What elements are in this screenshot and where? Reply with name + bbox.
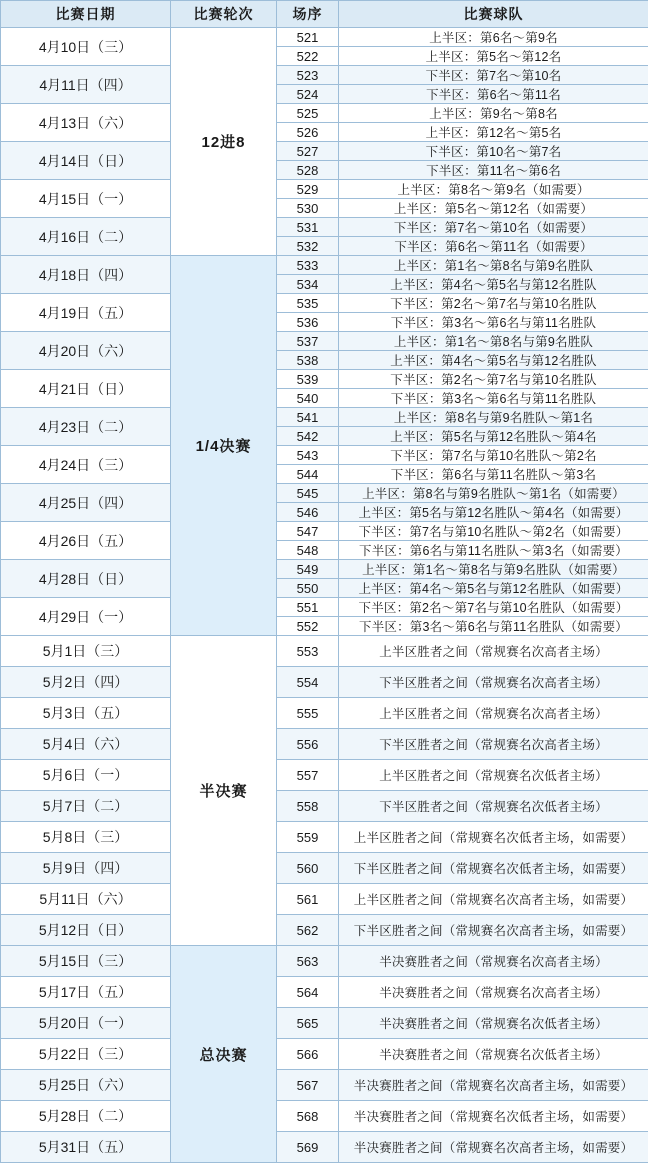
game-number: 565 [277, 1008, 339, 1039]
round-label: 总决赛 [171, 946, 277, 1163]
game-number: 546 [277, 503, 339, 522]
game-number: 525 [277, 104, 339, 123]
table-row [1, 28, 648, 47]
game-number: 559 [277, 822, 339, 853]
match-date: 4月16日（二） [1, 218, 171, 256]
table-row [1, 370, 648, 389]
game-number: 529 [277, 180, 339, 199]
game-number: 521 [277, 28, 339, 47]
game-number: 530 [277, 199, 339, 218]
game-number: 537 [277, 332, 339, 351]
table-row [1, 484, 648, 503]
matchup-description: 下半区：第2名～第7名与第10名胜队 [339, 294, 648, 313]
matchup-description: 上半区：第5名与第12名胜队～第4名（如需要） [339, 503, 648, 522]
game-number: 543 [277, 446, 339, 465]
game-number: 555 [277, 698, 339, 729]
matchup-description: 下半区：第6名与第11名胜队～第3名 [339, 465, 648, 484]
game-number: 560 [277, 853, 339, 884]
matchup-description: 上半区：第6名～第9名 [339, 28, 648, 47]
matchup-description: 下半区胜者之间（常规赛名次高者主场） [339, 667, 648, 698]
match-date: 5月17日（五） [1, 977, 171, 1008]
matchup-description: 下半区：第7名～第10名 [339, 66, 648, 85]
table-row [1, 698, 648, 729]
matchup-description: 上半区胜者之间（常规赛名次高者主场） [339, 698, 648, 729]
matchup-description: 下半区：第2名～第7名与第10名胜队（如需要） [339, 598, 648, 617]
game-number: 551 [277, 598, 339, 617]
matchup-description: 上半区：第1名～第8名与第9名胜队（如需要） [339, 560, 648, 579]
matchup-description: 上半区：第8名与第9名胜队～第1名（如需要） [339, 484, 648, 503]
match-date: 4月28日（日） [1, 560, 171, 598]
match-date: 4月14日（日） [1, 142, 171, 180]
matchup-description: 下半区胜者之间（常规赛名次低者主场，如需要） [339, 853, 648, 884]
match-date: 5月1日（三） [1, 636, 171, 667]
table-row [1, 822, 648, 853]
table-row [1, 66, 648, 85]
table-row [1, 729, 648, 760]
match-date: 5月11日（六） [1, 884, 171, 915]
game-number: 552 [277, 617, 339, 636]
match-date: 5月3日（五） [1, 698, 171, 729]
game-number: 544 [277, 465, 339, 484]
table-row [1, 218, 648, 237]
matchup-description: 上半区：第8名～第9名（如需要） [339, 180, 648, 199]
table-row [1, 977, 648, 1008]
table-row [1, 1101, 648, 1132]
game-number: 568 [277, 1101, 339, 1132]
column-header-teams: 比赛球队 [339, 1, 648, 28]
table-row [1, 946, 648, 977]
matchup-description: 半决赛胜者之间（常规赛名次高者主场，如需要） [339, 1070, 648, 1101]
round-label: 1/4决赛 [171, 256, 277, 636]
matchup-description: 下半区胜者之间（常规赛名次高者主场，如需要） [339, 915, 648, 946]
table-row [1, 1008, 648, 1039]
table-row [1, 760, 648, 791]
game-number: 526 [277, 123, 339, 142]
matchup-description: 下半区胜者之间（常规赛名次低者主场） [339, 791, 648, 822]
matchup-description: 下半区：第3名～第6名与第11名胜队 [339, 313, 648, 332]
match-date: 4月15日（一） [1, 180, 171, 218]
game-number: 539 [277, 370, 339, 389]
game-number: 561 [277, 884, 339, 915]
matchup-description: 下半区：第7名与第10名胜队～第2名（如需要） [339, 522, 648, 541]
game-number: 534 [277, 275, 339, 294]
matchup-description: 上半区胜者之间（常规赛名次低者主场，如需要） [339, 822, 648, 853]
game-number: 553 [277, 636, 339, 667]
table-header [1, 1, 648, 28]
game-number: 550 [277, 579, 339, 598]
matchup-description: 上半区：第1名～第8名与第9名胜队 [339, 332, 648, 351]
match-date: 4月21日（日） [1, 370, 171, 408]
matchup-description: 上半区：第12名～第5名 [339, 123, 648, 142]
table-row [1, 636, 648, 667]
match-date: 5月7日（二） [1, 791, 171, 822]
game-number: 528 [277, 161, 339, 180]
matchup-description: 半决赛胜者之间（常规赛名次低者主场，如需要） [339, 1101, 648, 1132]
matchup-description: 上半区：第5名～第12名 [339, 47, 648, 66]
game-number: 538 [277, 351, 339, 370]
match-date: 5月31日（五） [1, 1132, 171, 1163]
match-date: 5月8日（三） [1, 822, 171, 853]
round-label: 12进8 [171, 28, 277, 256]
matchup-description: 上半区：第5名～第12名（如需要） [339, 199, 648, 218]
game-number: 535 [277, 294, 339, 313]
match-date: 4月25日（四） [1, 484, 171, 522]
match-date: 4月18日（四） [1, 256, 171, 294]
matchup-description: 半决赛胜者之间（常规赛名次低者主场） [339, 1008, 648, 1039]
table-row [1, 332, 648, 351]
game-number: 536 [277, 313, 339, 332]
table-row [1, 1070, 648, 1101]
table-row [1, 1039, 648, 1070]
match-date: 4月24日（三） [1, 446, 171, 484]
matchup-description: 上半区胜者之间（常规赛名次高者主场，如需要） [339, 884, 648, 915]
matchup-description: 下半区胜者之间（常规赛名次高者主场） [339, 729, 648, 760]
match-date: 5月4日（六） [1, 729, 171, 760]
game-number: 554 [277, 667, 339, 698]
matchup-description: 上半区：第4名～第5名与第12名胜队（如需要） [339, 579, 648, 598]
match-date: 4月19日（五） [1, 294, 171, 332]
match-date: 4月23日（二） [1, 408, 171, 446]
match-date: 4月26日（五） [1, 522, 171, 560]
table-row [1, 408, 648, 427]
matchup-description: 下半区：第7名～第10名（如需要） [339, 218, 648, 237]
matchup-description: 上半区：第1名～第8名与第9名胜队 [339, 256, 648, 275]
match-date: 4月10日（三） [1, 28, 171, 66]
match-date: 5月15日（三） [1, 946, 171, 977]
matchup-description: 下半区：第7名与第10名胜队～第2名 [339, 446, 648, 465]
table-row [1, 256, 648, 275]
column-header-game-no: 场序 [277, 1, 339, 28]
game-number: 524 [277, 85, 339, 104]
table-row [1, 667, 648, 698]
table-row [1, 180, 648, 199]
match-date: 4月13日（六） [1, 104, 171, 142]
header-row [1, 1, 648, 28]
matchup-description: 半决赛胜者之间（常规赛名次低者主场） [339, 1039, 648, 1070]
match-date: 4月11日（四） [1, 66, 171, 104]
match-date: 4月20日（六） [1, 332, 171, 370]
table-row [1, 142, 648, 161]
match-date: 4月29日（一） [1, 598, 171, 636]
game-number: 542 [277, 427, 339, 446]
game-number: 527 [277, 142, 339, 161]
table-row [1, 791, 648, 822]
matchup-description: 上半区：第4名～第5名与第12名胜队 [339, 351, 648, 370]
game-number: 549 [277, 560, 339, 579]
game-number: 532 [277, 237, 339, 256]
matchup-description: 下半区：第6名～第11名（如需要） [339, 237, 648, 256]
game-number: 547 [277, 522, 339, 541]
game-number: 567 [277, 1070, 339, 1101]
matchup-description: 上半区：第5名与第12名胜队～第4名 [339, 427, 648, 446]
match-date: 5月9日（四） [1, 853, 171, 884]
table-body [1, 28, 648, 1163]
matchup-description: 半决赛胜者之间（常规赛名次高者主场） [339, 977, 648, 1008]
matchup-description: 半决赛胜者之间（常规赛名次高者主场，如需要） [339, 1132, 648, 1163]
game-number: 556 [277, 729, 339, 760]
matchup-description: 半决赛胜者之间（常规赛名次高者主场） [339, 946, 648, 977]
match-date: 5月12日（日） [1, 915, 171, 946]
game-number: 545 [277, 484, 339, 503]
game-number: 541 [277, 408, 339, 427]
matchup-description: 下半区：第3名～第6名与第11名胜队（如需要） [339, 617, 648, 636]
table-row [1, 522, 648, 541]
match-date: 5月2日（四） [1, 667, 171, 698]
game-number: 566 [277, 1039, 339, 1070]
match-date: 5月28日（二） [1, 1101, 171, 1132]
table-row [1, 294, 648, 313]
matchup-description: 下半区：第6名与第11名胜队～第3名（如需要） [339, 541, 648, 560]
game-number: 531 [277, 218, 339, 237]
matchup-description: 下半区：第10名～第7名 [339, 142, 648, 161]
matchup-description: 上半区：第4名～第5名与第12名胜队 [339, 275, 648, 294]
table-row [1, 1132, 648, 1163]
matchup-description: 下半区：第11名～第6名 [339, 161, 648, 180]
matchup-description: 上半区：第8名与第9名胜队～第1名 [339, 408, 648, 427]
game-number: 522 [277, 47, 339, 66]
matchup-description: 上半区：第9名～第8名 [339, 104, 648, 123]
game-number: 569 [277, 1132, 339, 1163]
game-number: 557 [277, 760, 339, 791]
game-number: 540 [277, 389, 339, 408]
table-row [1, 446, 648, 465]
match-date: 5月22日（三） [1, 1039, 171, 1070]
game-number: 562 [277, 915, 339, 946]
round-label: 半决赛 [171, 636, 277, 946]
table-row [1, 853, 648, 884]
game-number: 564 [277, 977, 339, 1008]
game-number: 558 [277, 791, 339, 822]
game-number: 523 [277, 66, 339, 85]
game-number: 548 [277, 541, 339, 560]
match-date: 5月6日（一） [1, 760, 171, 791]
matchup-description: 上半区胜者之间（常规赛名次低者主场） [339, 760, 648, 791]
game-number: 563 [277, 946, 339, 977]
matchup-description: 下半区：第3名～第6名与第11名胜队 [339, 389, 648, 408]
table-row [1, 915, 648, 946]
table-row [1, 598, 648, 617]
table-row [1, 104, 648, 123]
matchup-description: 上半区胜者之间（常规赛名次高者主场） [339, 636, 648, 667]
column-header-date: 比赛日期 [1, 1, 171, 28]
match-date: 5月25日（六） [1, 1070, 171, 1101]
game-number: 533 [277, 256, 339, 275]
table-row [1, 560, 648, 579]
matchup-description: 下半区：第2名～第7名与第10名胜队 [339, 370, 648, 389]
matchup-description: 下半区：第6名～第11名 [339, 85, 648, 104]
column-header-round: 比赛轮次 [171, 1, 277, 28]
match-date: 5月20日（一） [1, 1008, 171, 1039]
table-row [1, 884, 648, 915]
